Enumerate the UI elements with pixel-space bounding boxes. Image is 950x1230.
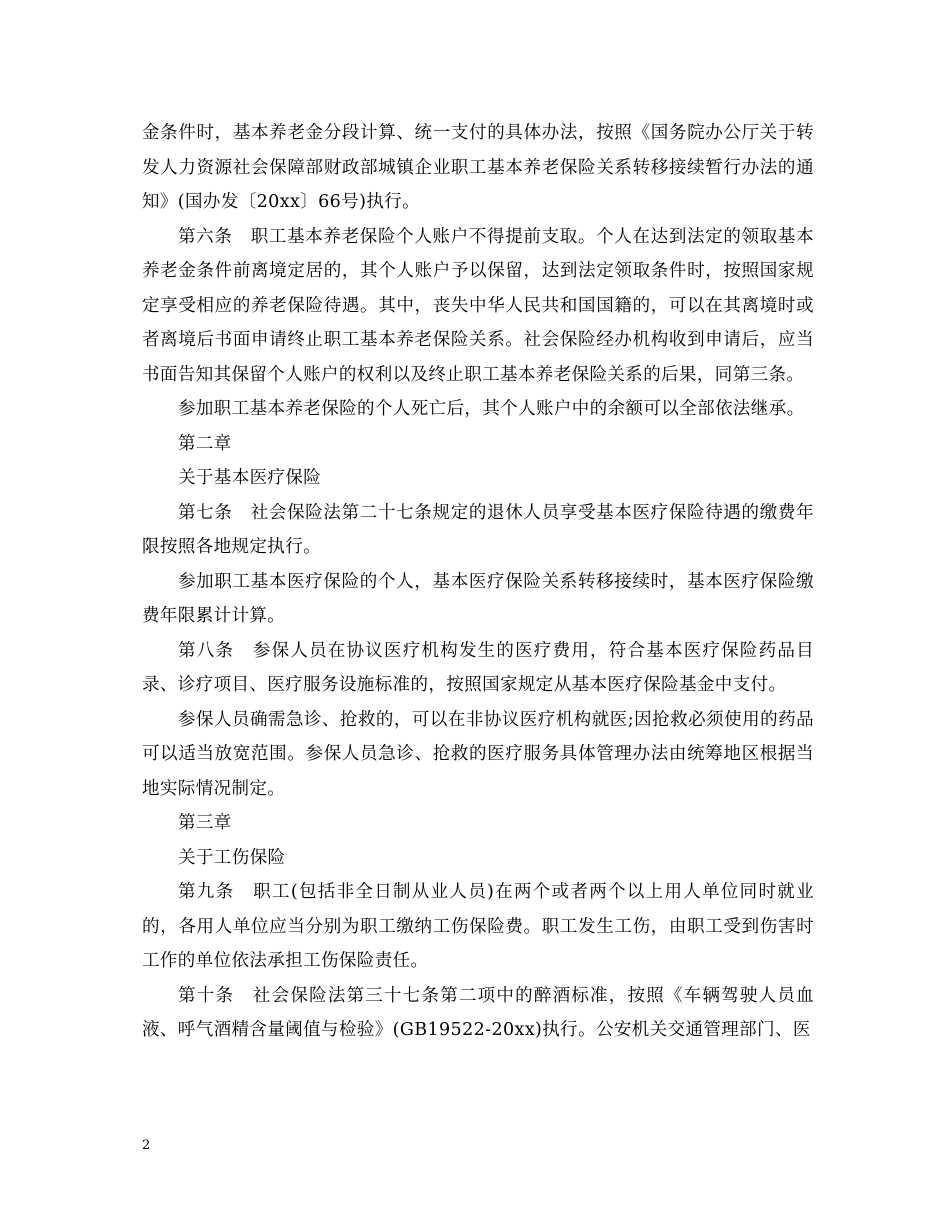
paragraph-inheritance: 参加职工基本养老保险的个人死亡后，其个人账户中的余额可以全部依法继承。 [178, 399, 805, 419]
document-body [142, 116, 814, 1048]
paragraph-article-7: 第七条 社会保险法第二十七条规定的退休人员享受基本医疗保险待遇的缴费年限按照各地规定执行。 [142, 502, 814, 557]
section-title-medical-insurance: 关于基本医疗保险 [178, 468, 322, 488]
paragraph-article-9: 第九条 职工(包括非全日制从业人员)在两个或者两个以上用人单位同时就业的，各用人单位应当分别为职工缴纳工伤保险费。职工发生工伤，由职工受到伤害时工作的单位依法承担工伤保险责任。 [142, 882, 814, 971]
paragraph-medical-transfer: 参加职工基本医疗保险的个人，基本医疗保险关系转移接续时，基本医疗保险缴费年限累计计算。 [142, 571, 814, 626]
chapter-heading-3: 第三章 [178, 813, 232, 833]
page-number: 2 [142, 1138, 151, 1153]
section-title-work-injury: 关于工伤保险 [178, 847, 286, 868]
paragraph-article-10: 第十条 社会保险法第三十七条第二项中的醉酒标准，按照《车辆驾驶人员血液、呼气酒精含量阈值与检验》(GB19522-20xx)执行。公安机关交通管理部门、医 [142, 985, 814, 1040]
paragraph-continuation: 金条件时，基本养老金分段计算、统一支付的具体办法，按照《国务院办公厅关于转发人力资源社会保障部财政部城镇企业职工基本养老保险关系转移接续暂行办法的通知》(国办发〔20xx〕66号)执行。 [142, 123, 814, 212]
chapter-heading-2: 第二章 [178, 433, 232, 454]
paragraph-article-6: 第六条 职工基本养老保险个人账户不得提前支取。个人在达到法定的领取基本养老金条件前离境定居的，其个人账户予以保留，达到法定领取条件时，按照国家规定享受相应的养老保险待遇。其中，丧失中华人民共和国国籍的，可以在其离境时或者离境后书面申请终止职工基本养老保险关系。社会保险经办机构收到申请后，应当书面告知其保留个人账户的权利以及终止职工基本养老保险关系的后果，同第三条。 [142, 226, 814, 385]
paragraph-emergency-care: 参保人员确需急诊、抢救的，可以在非协议医疗机构就医;因抢救必须使用的药品可以适当放宽范围。参保人员急诊、抢救的医疗服务具体管理办法由统筹地区根据当地实际情况制定。 [142, 709, 814, 799]
paragraph-article-8: 第八条 参保人员在协议医疗机构发生的医疗费用，符合基本医疗保险药品目录、诊疗项目、医疗服务设施标准的，按照国家规定从基本医疗保险基金中支付。 [142, 640, 814, 695]
